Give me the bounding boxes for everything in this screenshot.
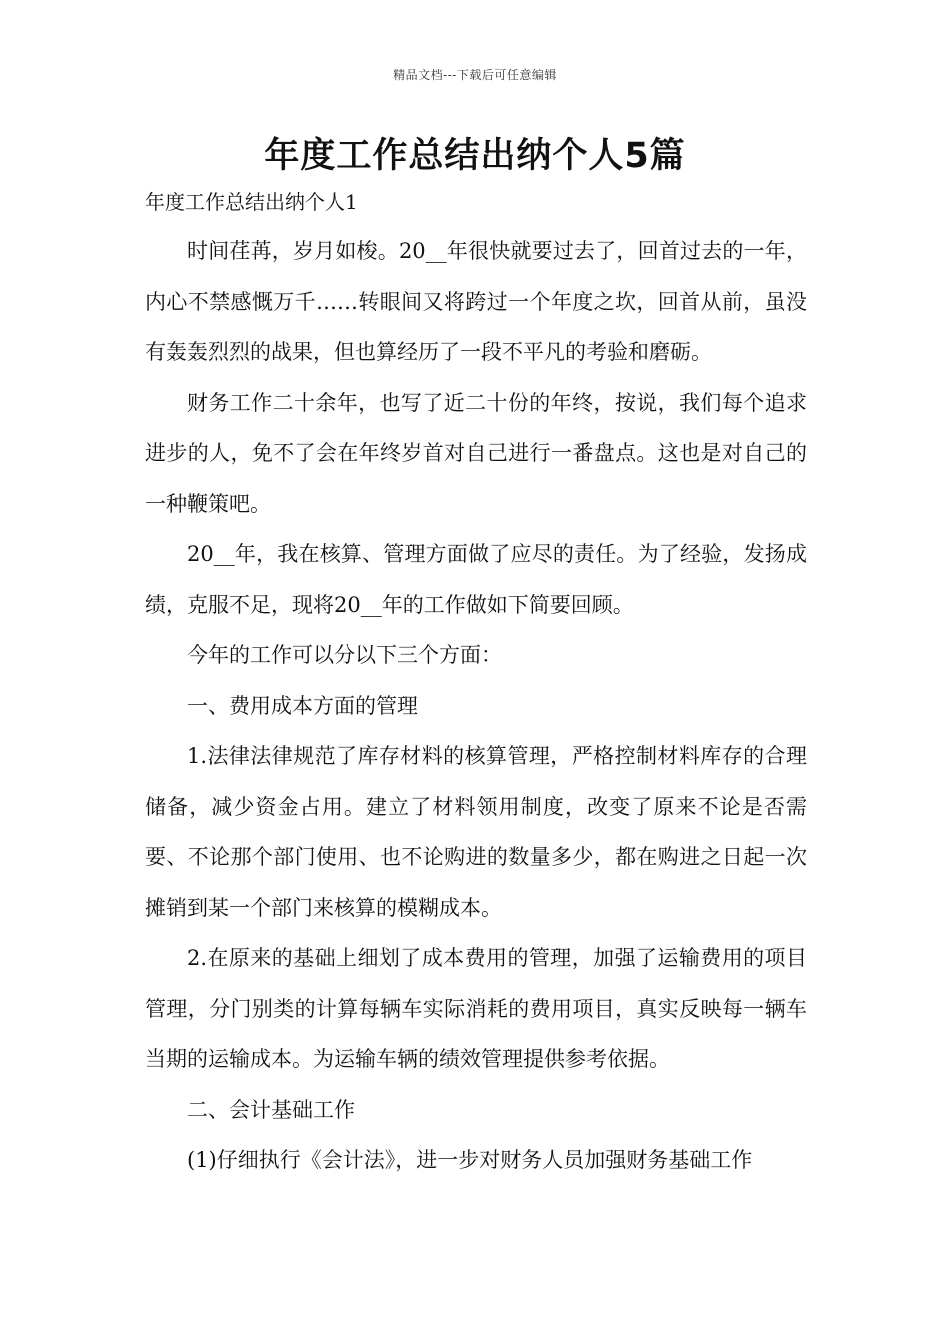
paragraph: 财务工作二十余年，也写了近二十份的年终，按说，我们每个追求进步的人，免不了会在年终岁首对自己进行一番盘点。这也是对自己的一种鞭策吧。 [145,390,807,516]
subheading: 一、费用成本方面的管理 [187,693,418,718]
paragraph: 20__年，我在核算、管理方面做了应尽的责任。为了经验，发扬成绩，克服不足，现将20__年的工作做如下简要回顾。 [145,542,807,617]
paragraph: 时间荏苒，岁月如梭。20__年很快就要过去了，回首过去的一年，内心不禁感慨万千……转眼间又将跨过一个年度之坎，回首从前，虽没有轰轰烈烈的战果，但也算经历了一段不平凡的考验和磨砺。 [145,239,807,364]
paragraph: 1.法律法律规范了库存材料的核算管理，严格控制材料库存的合理储备，减少资金占用。建立了材料领用制度，改变了原来不论是否需要、不论那个部门使用、也不论购进的数量多少，都在购进之日起一次摊销到某一个部门来核算的模糊成本。 [145,744,807,920]
paragraph: 今年的工作可以分以下三个方面： [187,643,502,667]
subheading: 二、会计基础工作 [187,1097,355,1122]
paragraph: 2.在原来的基础上细划了成本费用的管理，加强了运输费用的项目管理，分门别类的计算每辆车实际消耗的费用项目，真实反映每一辆车当期的运输成本。为运输车辆的绩效管理提供参考依据。 [145,946,807,1071]
document-title: 年度工作总结出纳个人5篇 [264,136,686,176]
header-note: 精品文档---下载后可任意编辑 [393,68,557,82]
section-heading: 年度工作总结出纳个人1 [145,190,358,214]
body-text [145,226,807,1186]
paragraph: (1)仔细执行《会计法》，进一步对财务人员加强财务基础工作 [187,1148,753,1172]
